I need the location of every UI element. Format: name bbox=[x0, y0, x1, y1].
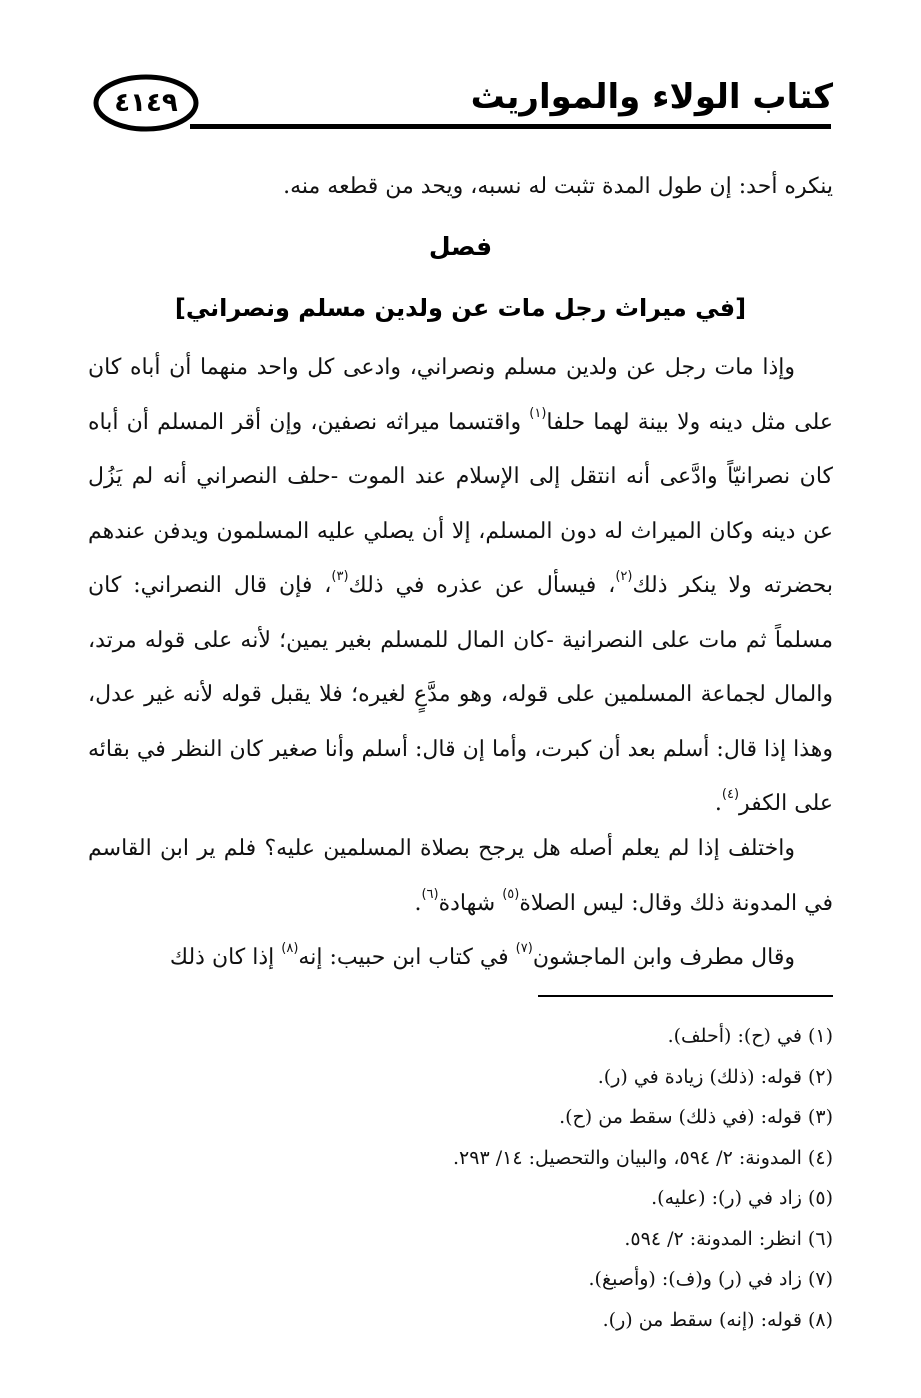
page-number: ٤١٤٩ bbox=[114, 88, 178, 118]
text-run: واختلف إذا لم يعلم أصله هل يرجح بصلاة المسلمين عليه؟ فلم ير ابن القاسم في المدونة ذلك وقال: ليس الصلاة bbox=[88, 836, 833, 916]
footnote-3: (٣) قوله: (في ذلك) سقط من (ح). bbox=[559, 1106, 833, 1128]
footnote-ref-1: (١) bbox=[529, 405, 547, 421]
text-run: . bbox=[714, 791, 722, 816]
footnote-5: (٥) زاد في (ر): (عليه). bbox=[651, 1187, 833, 1209]
footnotes-list bbox=[88, 1016, 833, 1340]
paragraph-text bbox=[88, 931, 833, 986]
section-heading: فصل bbox=[428, 232, 493, 261]
text-run: إذا كان ذلك bbox=[169, 945, 282, 970]
footnote-6: (٦) انظر: المدونة: ٢/ ٥٩٤. bbox=[624, 1227, 833, 1250]
footnote-ref-3: (٣) bbox=[331, 569, 349, 584]
section-subtitle: [في ميراث رجل مات عن ولدين مسلم ونصراني] bbox=[174, 294, 747, 322]
footnote-ref-4: (٤) bbox=[721, 787, 740, 802]
book-title: كتاب الولاء والمواريث bbox=[470, 77, 833, 117]
footnote-4: (٤) المدونة: ٢/ ٥٩٤، والبيان والتحصيل: ١٤/ ٢٩٣. bbox=[452, 1146, 833, 1169]
page-number-badge bbox=[92, 73, 200, 133]
text-run: واقتسما ميراثه نصفين، وإن أقر المسلم أن أباه كان نصرانيّاً وادَّعى أنه انتقل إلى الإسلام عند الموت -حلف النصراني أنه لم يَزُل عن دينه وكان الميراث له دون المسلم، إلا أن يصلي عليه المسلمون ويدفن عندهم بحضرته ولا ينكر ذلك bbox=[88, 409, 833, 598]
intro-line: ينكره أحد: إن طول المدة تثبت له نسبه، ويحد من قطعه منه. bbox=[283, 174, 833, 199]
text-run: . bbox=[414, 890, 422, 916]
footnote-2: (٢) قوله: (ذلك) زيادة في (ر). bbox=[597, 1065, 833, 1088]
footnote-1: (١) في (ح): (أحلف). bbox=[667, 1025, 833, 1047]
text-run: شهادة bbox=[438, 890, 503, 916]
header-rule bbox=[190, 124, 831, 129]
paragraph-text bbox=[88, 822, 833, 931]
text-run: وإذا مات رجل عن ولدين مسلم ونصراني، وادعى كل واحد منهما أن أباه كان على مثل دينه ولا بينة لهما حلفا bbox=[88, 355, 833, 435]
text-run: ، فإن قال النصراني: كان مسلماً ثم مات على النصرانية -كان المال للمسلم بغير يمين؛ لأنه على قوله مرتد، والمال لجماعة المسلمين على قوله، وهو مدَّعٍ لغيره؛ فلا يقبل قوله لأنه غير عدل، وهذا إذا قال: أسلم بعد أن كبرت، وأما إن قال: أسلم وأنا صغير كان النظر في بقائه على الكفر bbox=[88, 573, 833, 816]
text-run: في كتاب ابن حبيب: إنه bbox=[298, 945, 516, 970]
text-run: ، فيسأل عن عذره في ذلك bbox=[348, 573, 616, 598]
footnote-ref-2: (٢) bbox=[615, 569, 633, 584]
paragraph-1 bbox=[88, 341, 833, 832]
paragraph-3 bbox=[88, 931, 833, 986]
text-run: وقال مطرف وابن الماجشون bbox=[532, 945, 795, 970]
paragraph-text bbox=[88, 341, 833, 832]
paragraph-2 bbox=[88, 822, 833, 931]
footnote-separator bbox=[538, 995, 833, 997]
footnote-ref-6: (٦) bbox=[421, 886, 439, 902]
footnote-ref-8: (٨) bbox=[281, 941, 299, 956]
page-header bbox=[0, 0, 921, 160]
footnote-7: (٧) زاد في (ر) و(ف): (وأصبغ). bbox=[588, 1268, 833, 1290]
footnote-ref-5: (٥) bbox=[502, 886, 520, 902]
footnote-ref-7: (٧) bbox=[515, 941, 533, 956]
footnote-8: (٨) قوله: (إنه) سقط من (ر). bbox=[602, 1308, 833, 1331]
